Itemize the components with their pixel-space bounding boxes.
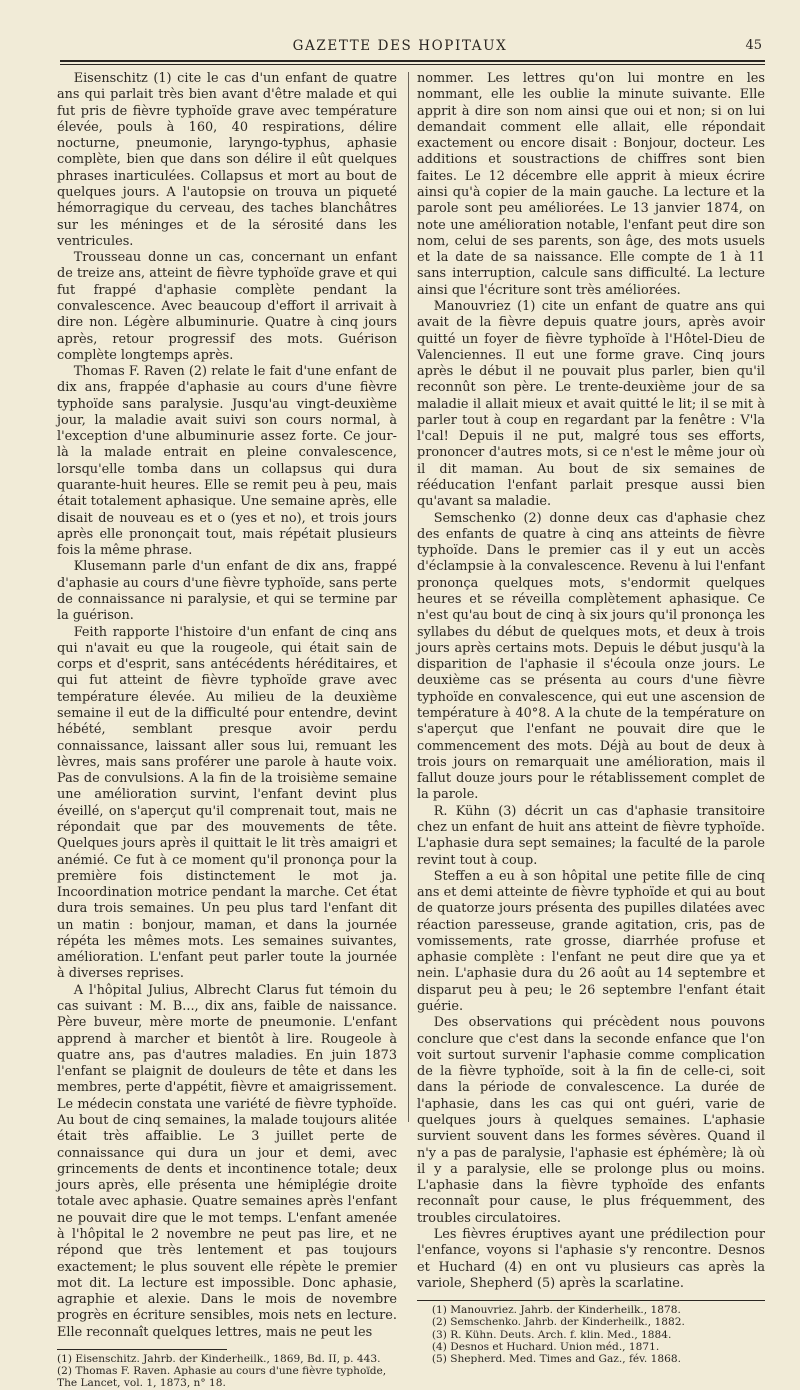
running-header: GAZETTE DES HOPITAUX <box>292 38 508 54</box>
footnote-rule <box>417 1300 765 1301</box>
paragraph: Les fièvres éruptives ayant une prédilection pour l'enfance, voyons si l'aphasie s'y rencontre. Desnos et Huchard (4) en ont vu plusieurs cas après la variole, Shepherd (5) après la scarlatine. <box>417 1226 765 1291</box>
footnote: (3) R. Kühn. Deuts. Arch. f. klin. Med., 1884. <box>431 1328 672 1341</box>
column-divider <box>408 72 409 1122</box>
paragraph: Trousseau donne un cas, concernant un enfant de treize ans, atteint de fièvre typhoïde grave et qui fut frappé d'aphasie complète pendant la convalescence. Avec beaucoup d'effort il arrivait à dire non. Légère albuminurie. Quatre à cinq jours après, retour progressif des mots. Guérison complète longtemps après. <box>57 250 397 363</box>
footnote: (1) Manouvriez. Jahrb. der Kinderheilk., 1878. <box>431 1304 681 1317</box>
header-rule-thin <box>60 64 765 65</box>
footnote: (4) Desnos et Huchard. Union méd., 1871. <box>431 1340 660 1353</box>
paragraph: A l'hôpital Julius, Albrecht Clarus fut témoin du cas suivant : M. B..., dix ans, faible de naissance. Père buveur, mère morte de pneumonie. L'enfant apprend à marcher et bientôt à lire. Rougeole à quatre ans, pas d'autres maladies. En juin 1873 l'enfant se plaignit de douleurs de tête et dans les membres, perte d'appétit, fièvre et amaigrissement. Le médecin constata une variété de fièvre typhoïde. Au bout de cinq semaines, la malade toujours alitée était très affaiblie. Le 3 juillet perte de connaissance qui dura un jour et demi, avec grincements de dents et incontinence totale; deux jours après, elle présenta une hémiplégie droite totale avec aphasie. Quatre semaines après l'enfant ne pouvait dire que le mot temps. L'enfant amenée à l'hôpital le 2 novembre ne peut pas lire, et ne répond que très lentement et pas toujours exactement; le plus souvent elle répète le premier mot dit. La lecture est impossible. Donc aphasie, agraphie et alexie. Dans le mois de novembre progrès en écriture sensibles, mois nets en lecture. Elle reconnaît quelques lettres, mais ne peut les <box>57 982 397 1340</box>
left-column <box>57 71 397 1390</box>
page-number: 45 <box>745 38 762 53</box>
footnote-rule <box>57 1349 227 1350</box>
right-column <box>417 71 765 1365</box>
footnote: (5) Shepherd. Med. Times and Gaz., fév. 1868. <box>431 1352 681 1365</box>
paragraph: Klusemann parle d'un enfant de dix ans, frappé d'aphasie au cours d'une fièvre typhoïde, sans perte de connaissance ni paralysie, et qui se termine par la guérison. <box>57 559 397 624</box>
paragraph: Eisenschitz (1) cite le cas d'un enfant de quatre ans qui parlait très bien avant d'être malade et qui fut pris de fièvre typhoïde grave avec température élevée, pouls à 160, 40 respirations, délire nocturne, pneumonie, laryngo-typhus, aphasie complète, bien que dans son délire il eût quelques phrases inarticulées. Collapsus et mort au bout de quelques jours. A l'autopsie on trouva un piqueté hémorragique du cerveau, des taches blanchâtres sur les méninges et de la sérosité dans les ventricules. <box>57 71 397 249</box>
footnote: (2) Thomas F. Raven. Aphasie au cours d'une fièvre typhoïde, The Lancet, vol. 1, 1873, n° 18. <box>57 1365 387 1390</box>
paragraph: Manouvriez (1) cite un enfant de quatre ans qui avait de la fièvre depuis quatre jours, après avoir quitté un foyer de fièvre typhoïde à l'Hôtel-Dieu de Valenciennes. Il eut une forme grave. Cinq jours après le début il ne pouvait plus parler, bien qu'il reconnût son père. Le trente-deuxième jour de sa maladie il allait mieux et avait quitté le lit; il se mit à parler tout à coup en regardant par la fenêtre : V'la l'cal! Depuis il ne put, malgré tous ses efforts, prononcer d'autres mots, si ce n'est le même jour où il dit maman. Au bout de six semaines de rééducation l'enfant parlait presque aussi bien qu'avant sa maladie. <box>417 298 765 510</box>
paragraph: Thomas F. Raven (2) relate le fait d'une enfant de dix ans, frappée d'aphasie au cours d'une fièvre typhoïde sans paralysie. Jusqu'au vingt-deuxième jour, la maladie avait suivi son cours normal, à l'exception d'une albuminurie assez forte. Ce jour-là la malade entrait en pleine convalescence, lorsqu'elle tomba dans un collapsus qui dura quarante-huit heures. Elle se remit peu à peu, mais était totalement aphasique. Une semaine après, elle disait de nouveau es et o (yes et no), et trois jours après elle prononçait tout, mais répétait plusieurs fois la même phrase. <box>57 364 397 559</box>
paragraph: Feith rapporte l'histoire d'un enfant de cinq ans qui n'avait eu que la rougeole, qui était sain de corps et d'esprit, sans antécédents héréditaires, et qui fut atteint de fièvre typhoïde grave avec température élevée. Au milieu de la deuxième semaine il eut de la difficulté pour entendre, devint hébété, semblant presque avoir perdu connaissance, laissant aller sous lui, remuant les lèvres, mais sans proférer une parole à haute voix. Pas de convulsions. A la fin de la troisième semaine une amélioration survint, l'enfant devint plus éveillé, on s'aperçut qu'il comprenait tout, mais ne répondait que par des mouvements de tête. Quelques jours après il quittait le lit très amaigri et anémié. Ce fut à ce moment qu'il prononça pour la première fois distinctement le mot ja. Incoordination motrice pendant la marche. Cet état dura trois semaines. Un peu plus tard l'enfant dit un matin : bonjour, maman, et dans la journée répéta les mêmes mots. Les semaines suivantes, amélioration. L'enfant peut parler toute la journée à diverses reprises. <box>57 624 397 982</box>
footnote: (1) Eisenschitz. Jahrb. der Kinderheilk., 1869, Bd. II, p. 443. <box>57 1352 381 1365</box>
header-rule <box>60 60 765 62</box>
paragraph: nommer. Les lettres qu'on lui montre en les nommant, elle les oublie la minute suivante. Elle apprit à dire son nom ainsi que oui et non; si on lui demandait comment elle allait, elle répondait exactement ou encore disait : Bonjour, docteur. Les additions et soustractions de chiffres sont bien faites. Le 12 décembre elle apprit à mieux écrire ainsi qu'à copier de la main gauche. La lecture et la parole sont peu améliorées. Le 13 janvier 1874, on note une amélioration notable, l'enfant peut dire son nom, celui de ses parents, son âge, des mots usuels et la date de sa naissance. Elle compte de 1 à 11 sans interruption, calcule sans difficulté. La lecture ainsi que l'écriture sont très améliorées. <box>417 71 765 298</box>
paragraph: Semschenko (2) donne deux cas d'aphasie chez des enfants de quatre à cinq ans atteints de fièvre typhoïde. Dans le premier cas il y eut un accès d'éclampsie à la convalescence. Revenu à lui l'enfant prononça quelques mots, s'endormit quelques heures et se réveilla complètement aphasique. Ce n'est qu'au bout de cinq à six jours qu'il prononça les syllabes du début de quelques mots, et deux à trois jours après certains mots. Depuis le début jusqu'à la disparition de l'aphasie il s'écoula onze jours. Le deuxième cas se présenta au cours d'une fièvre typhoïde en convalescence, qui eut une ascension de température à 40°8. A la chute de la température on s'aperçut que l'enfant ne pouvait dire que le commencement des mots. Déjà au bout de deux à trois jours on remarquait une amélioration, mais il fallut douze jours pour le rétablissement complet de la parole. <box>417 510 765 803</box>
paragraph: R. Kühn (3) décrit un cas d'aphasie transitoire chez un enfant de huit ans atteint de fièvre typhoïde. L'aphasie dura sept semaines; la faculté de la parole revint tout à coup. <box>417 803 765 868</box>
footnote: (2) Semschenko. Jahrb. der Kinderheilk., 1882. <box>431 1316 685 1329</box>
paragraph: Des observations qui précèdent nous pouvons conclure que c'est dans la seconde enfance que l'on voit surtout survenir l'aphasie comme complication de la fièvre typhoïde, soit à la fin de celle-ci, soit dans la période de convalescence. La durée de l'aphasie, dans les cas qui ont guéri, varie de quelques jours à quelques semaines. L'aphasie survient souvent dans les formes sévères. Quand il n'y a pas de paralysie, l'aphasie est éphémère; là où il y a paralysie, elle se prolonge plus ou moins. L'aphasie dans la fièvre typhoïde des enfants reconnaît pour cause, le plus fréquemment, des troubles circulatoires. <box>417 1015 765 1226</box>
paragraph: Steffen a eu à son hôpital une petite fille de cinq ans et demi atteinte de fièvre typhoïde et qui au bout de quatorze jours présenta des pupilles dilatées avec réaction paresseuse, grande agitation, cris, pas de vomissements, rate grosse, diarrhée profuse et aphasie complète : l'enfant ne peut dire que ya et nein. L'aphasie dura du 26 août au 14 septembre et disparut peu à peu; le 26 septembre l'enfant était guérie. <box>417 868 765 1015</box>
